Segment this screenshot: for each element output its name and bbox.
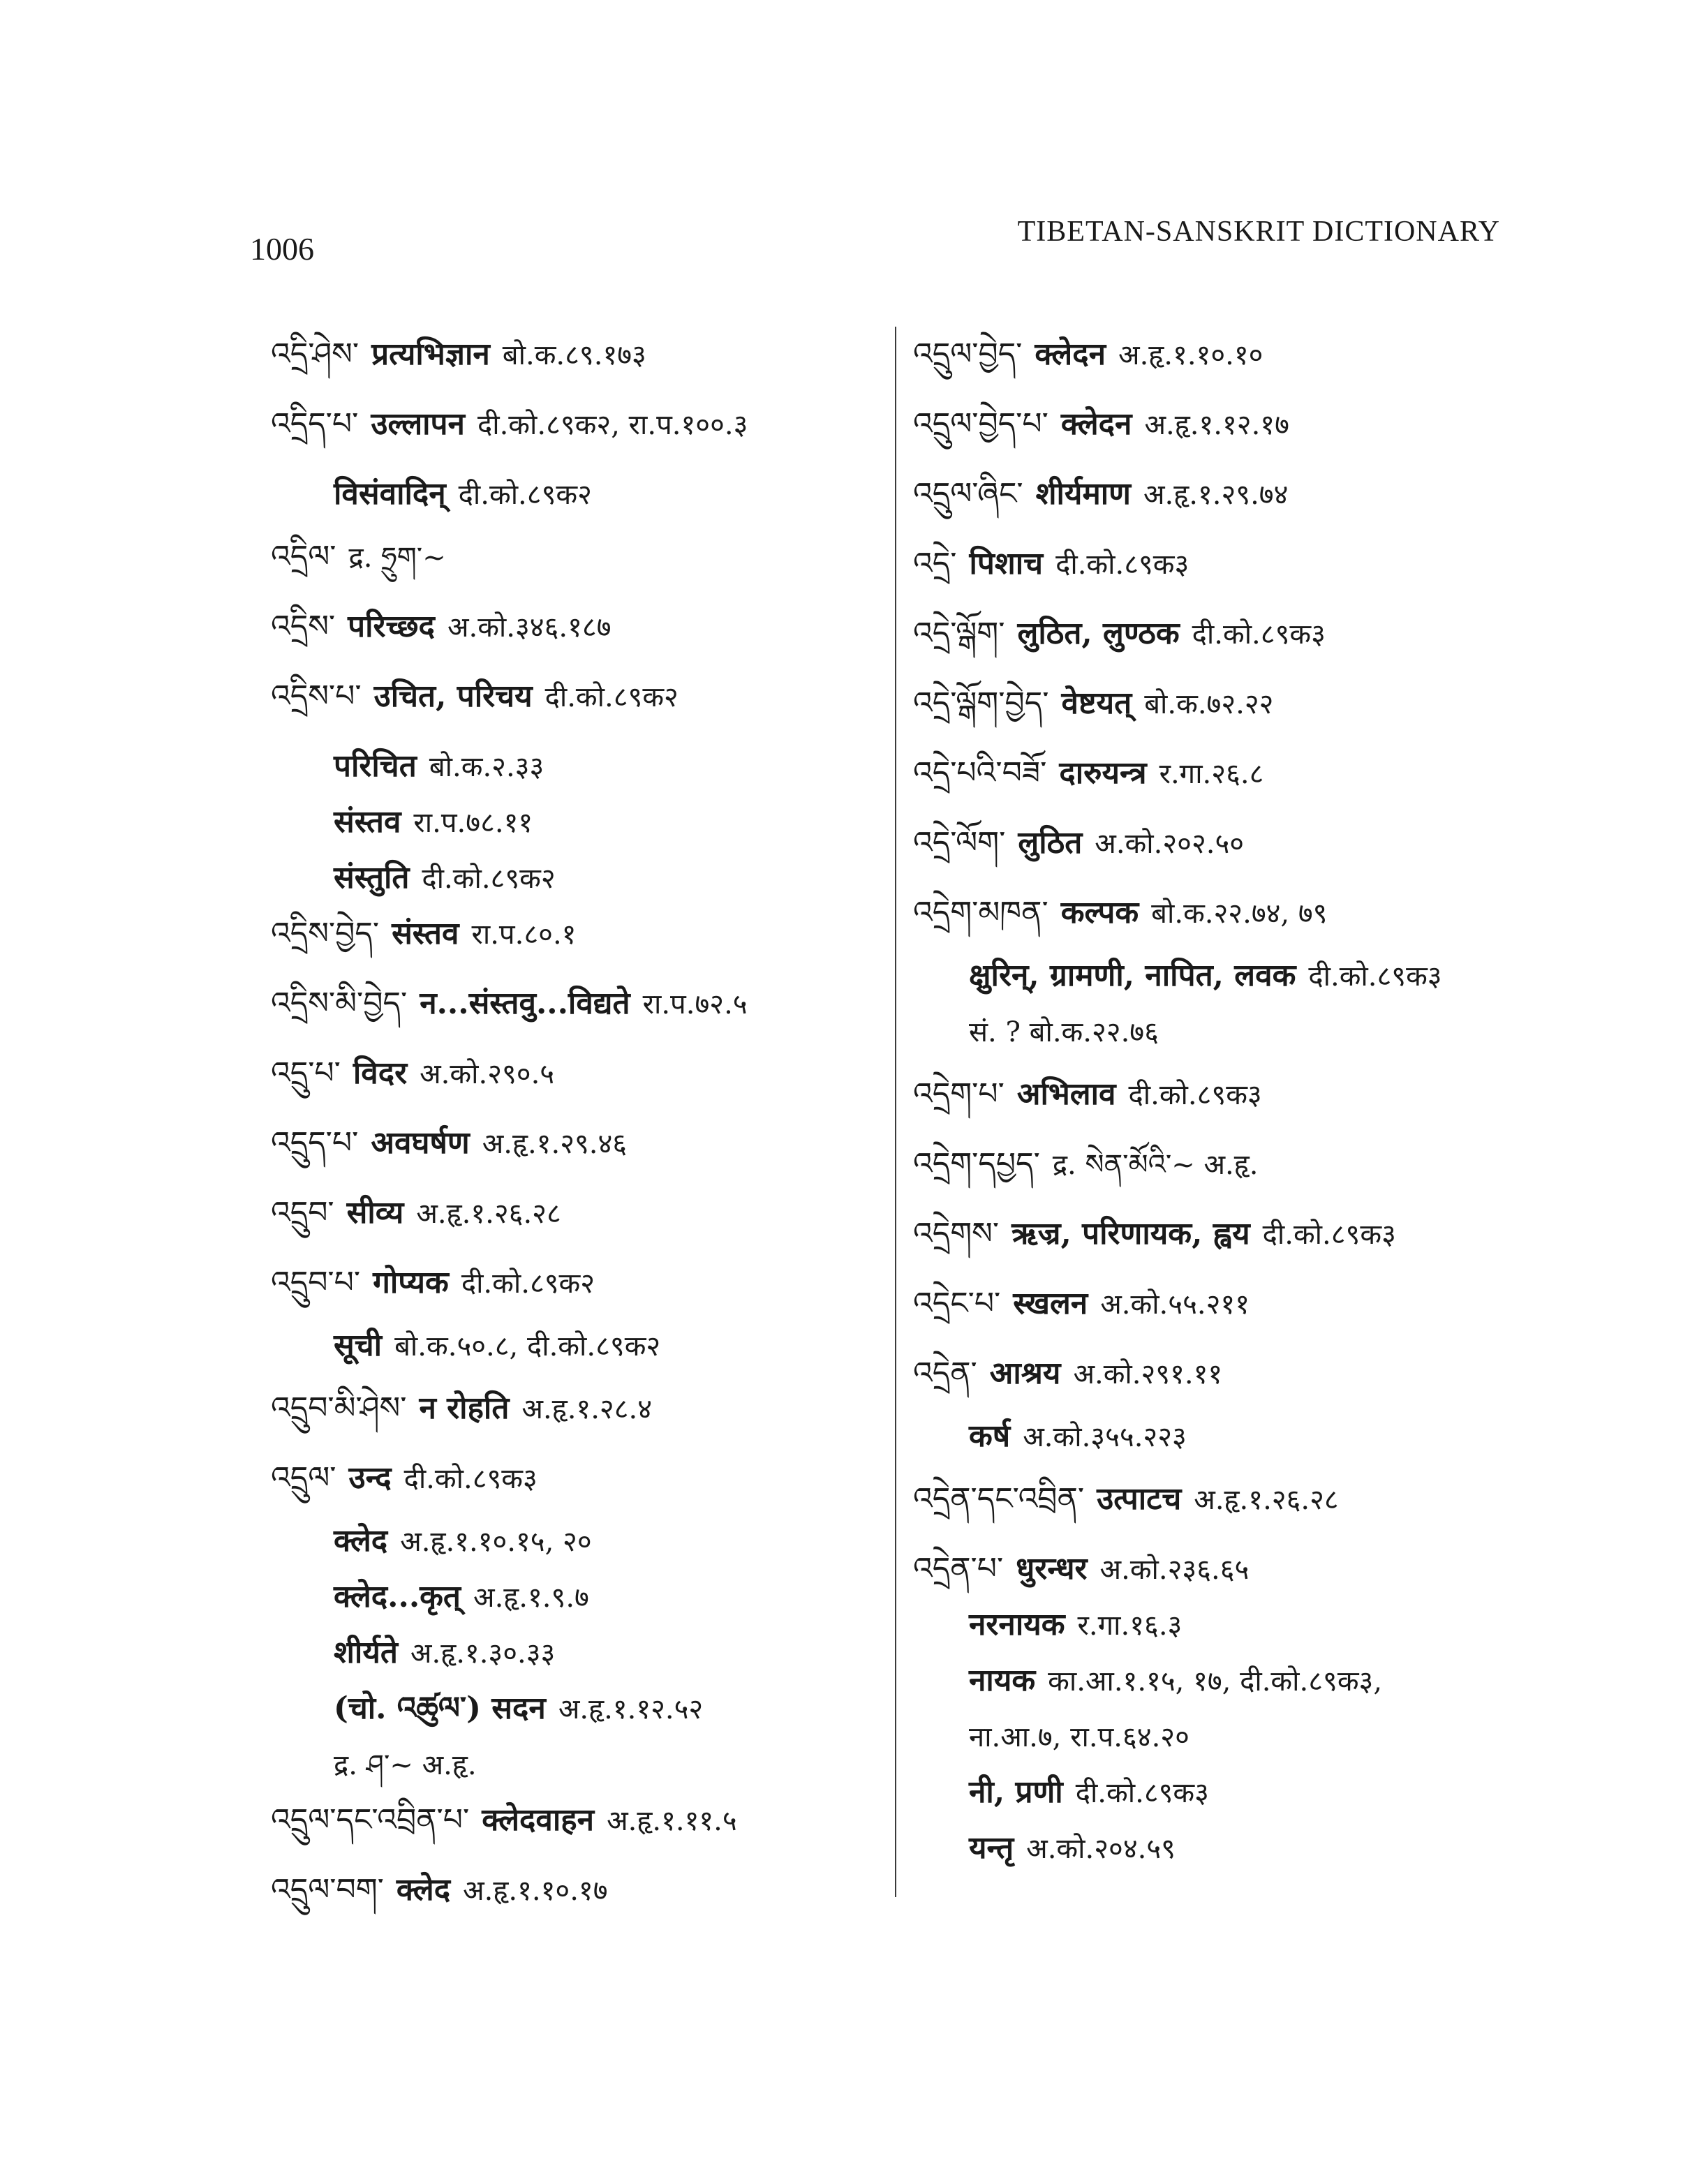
source-reference: दी.को.८९क२ <box>461 1268 595 1300</box>
source-reference: दी.को.८९क२, रा.प.१००.३ <box>477 409 748 441</box>
source-reference: द्र. སེན་མོའི་~ अ.हृ. <box>1052 1149 1259 1181</box>
sanskrit-equivalent: संस्तुति <box>334 860 410 896</box>
tibetan-headword: འདྲེང་པ་ <box>913 1286 1001 1321</box>
sanskrit-equivalent: क्लेदवाहन <box>482 1802 595 1838</box>
source-reference: अ.हृ.१.२६.२८ <box>1194 1484 1339 1516</box>
tibetan-headword: འདྲེ་ལྒོག་ <box>913 616 1005 651</box>
source-reference: रा.प.८०.१ <box>471 919 577 951</box>
tibetan-headword: འདྲེག་དཔྱད་ <box>913 1146 1040 1182</box>
tibetan-headword: འདྲུལ་དང་འབྲིན་པ་ <box>271 1802 470 1838</box>
sanskrit-equivalent: आश्रय <box>989 1355 1061 1391</box>
tibetan-headword: འདྲེན་ <box>913 1355 977 1391</box>
left-column-entry <box>271 1869 608 1911</box>
tibetan-headword: འདྲེ་ལོག་ <box>913 825 1006 861</box>
sanskrit-equivalent: उचित, परिचय <box>373 678 533 714</box>
sanskrit-equivalent: कर्ष <box>969 1418 1011 1454</box>
source-reference: दी.को.८९क२ <box>422 863 556 895</box>
left-column-entry <box>271 536 446 578</box>
source-reference: द्र. ཤ་~ अ.हृ. <box>334 1749 477 1781</box>
tibetan-headword: འདྲེག་མཁན་ <box>913 895 1048 930</box>
right-column-entry <box>913 543 1189 585</box>
source-reference: दी.को.८९क३ <box>1262 1219 1396 1251</box>
source-reference: बो.क.७२.२२ <box>1144 688 1274 720</box>
source-reference: ना.आ.७, रा.प.६४.२० <box>969 1721 1189 1753</box>
source-reference: अ.को.३४६.१८७ <box>447 611 611 644</box>
left-column-entry <box>334 745 544 787</box>
source-reference: का.आ.१.१५, १७, दी.को.८९क३, <box>1048 1665 1383 1698</box>
right-column-entry <box>913 683 1273 725</box>
source-reference: अ.को.३५५.२२३ <box>1023 1421 1187 1453</box>
right-column-entry <box>913 403 1289 445</box>
left-column-entry <box>271 1262 595 1304</box>
tibetan-headword: འདྲེ་ <box>913 546 957 581</box>
tibetan-headword: འདྲུ་པ་ <box>271 1055 341 1091</box>
sanskrit-equivalent: परिचित <box>334 748 417 784</box>
right-column-entry <box>969 1827 1176 1869</box>
sanskrit-equivalent: (चो. འཚུལ་) सदन <box>334 1691 546 1726</box>
tibetan-headword: འདྲུད་པ་ <box>271 1125 359 1161</box>
source-reference: अ.को.५५.२११ <box>1100 1288 1250 1321</box>
sanskrit-equivalent: कल्पक <box>1060 895 1139 930</box>
right-column-entry <box>969 1771 1209 1813</box>
source-reference: द्र. ཧྲུག་~ <box>348 542 446 574</box>
source-reference: अ.को.२०४.५९ <box>1026 1833 1176 1865</box>
source-reference: अ.हृ.१.२९.७४ <box>1143 479 1289 511</box>
source-reference: अ.हृ.१.११.५ <box>607 1805 737 1837</box>
sanskrit-equivalent: न रोहति <box>419 1390 510 1426</box>
tibetan-headword: འདྲིལ་ <box>271 539 336 574</box>
right-column-entry <box>913 1548 1249 1590</box>
left-column-entry <box>271 1388 652 1429</box>
source-reference: अ.हृ.१.१०.१० <box>1118 339 1263 371</box>
left-column-entry <box>334 1632 555 1674</box>
tibetan-headword: འདྲུབ་མི་ཤེས་ <box>271 1390 407 1426</box>
right-column-entry <box>913 892 1327 934</box>
sanskrit-equivalent: लुठित, लुण्ठक <box>1017 616 1180 651</box>
tibetan-headword: འདྲུལ་ <box>271 1460 336 1496</box>
right-column-entry <box>969 1011 1159 1053</box>
right-column-entry <box>969 1716 1189 1758</box>
source-reference: रा.प.७२.५ <box>642 988 748 1020</box>
sanskrit-equivalent: धुरन्धर <box>1016 1551 1088 1587</box>
sanskrit-equivalent: शीर्यमाण <box>1035 476 1131 512</box>
sanskrit-equivalent: पिशाच <box>969 546 1044 581</box>
sanskrit-equivalent: उन्द <box>348 1460 392 1496</box>
source-reference: बो.क.८९.१७३ <box>502 339 646 371</box>
left-column-entry <box>271 334 646 376</box>
tibetan-headword: འདྲུལ་བག་ <box>271 1872 384 1908</box>
sanskrit-equivalent: नी, प्रणी <box>969 1774 1063 1810</box>
sanskrit-equivalent: संस्तव <box>334 804 401 840</box>
right-column-entry <box>969 1416 1187 1457</box>
source-reference: अ.हृ.१.१०.१५, २० <box>400 1526 592 1558</box>
source-reference: अ.हृ.१.२९.४६ <box>482 1128 628 1160</box>
sanskrit-equivalent: गोप्यक <box>373 1265 449 1300</box>
source-reference: दी.को.८९क२ <box>544 681 679 713</box>
source-reference: दी.को.८९क३ <box>403 1463 538 1495</box>
right-column-entry <box>913 752 1263 794</box>
tibetan-headword: འདྲུལ་བྱེད་ <box>913 336 1023 372</box>
sanskrit-equivalent: क्लेद...कृत् <box>334 1579 461 1614</box>
left-column-entry <box>271 1799 737 1841</box>
left-column-entry <box>334 1520 592 1562</box>
left-column-entry <box>271 1053 554 1094</box>
source-reference: अ.को.२९१.११ <box>1073 1358 1223 1390</box>
left-column-entry <box>271 913 576 955</box>
source-reference: अ.को.२०२.५० <box>1095 828 1245 860</box>
sanskrit-equivalent: शीर्यते <box>334 1635 398 1670</box>
left-column-entry <box>334 1688 703 1730</box>
left-column-entry <box>271 676 679 718</box>
sanskrit-equivalent: उत्पाटच <box>1097 1481 1182 1517</box>
right-column-entry <box>913 334 1263 376</box>
tibetan-headword: འདྲེ་ལྒོག་བྱེད་ <box>913 685 1049 721</box>
left-column-entry <box>334 857 556 899</box>
tibetan-headword: འདྲེག་པ་ <box>913 1076 1005 1112</box>
sanskrit-equivalent: स्खलन <box>1013 1286 1088 1321</box>
source-reference: अ.हृ.१.२६.२८ <box>416 1198 561 1230</box>
source-reference: दी.को.८९क३ <box>1075 1777 1209 1809</box>
sanskrit-equivalent: सूची <box>334 1328 383 1363</box>
source-reference: रा.प.७८.११ <box>413 807 533 839</box>
right-column-entry <box>913 473 1288 515</box>
running-title: TIBETAN-SANSKRIT DICTIONARY <box>1017 216 1500 248</box>
sanskrit-equivalent: ऋज्र, परिणायक, ह्वय <box>1011 1216 1250 1251</box>
right-column-entry <box>969 1604 1182 1646</box>
left-column-entry <box>334 473 592 515</box>
source-reference: अ.को.२९०.५ <box>420 1058 555 1090</box>
sanskrit-equivalent: न...संस्तवु...विद्यते <box>420 986 630 1021</box>
sanskrit-equivalent: नरनायक <box>969 1607 1065 1642</box>
sanskrit-equivalent: विदर <box>353 1055 408 1091</box>
sanskrit-equivalent: क्लेदन <box>1060 406 1132 442</box>
sanskrit-equivalent: लुठित <box>1018 825 1083 861</box>
page-number: 1006 <box>250 231 314 267</box>
source-reference: अ.हृ.१.१०.१७ <box>463 1875 608 1907</box>
sanskrit-equivalent: दारुयन्त्र <box>1059 755 1147 791</box>
source-reference: र.गा.१६.३ <box>1077 1610 1183 1642</box>
left-column-entry <box>334 1325 660 1367</box>
left-column-entry <box>334 1576 589 1618</box>
tibetan-headword: འདྲིས་ <box>271 609 336 644</box>
source-reference: बो.क.५०.८, दी.को.८९क२ <box>394 1330 661 1362</box>
source-reference: दी.को.८९क२ <box>458 479 592 511</box>
column-rule <box>895 327 896 1897</box>
tibetan-headword: འདྲིས་པ་ <box>271 678 362 714</box>
left-column-entry <box>271 1192 561 1234</box>
tibetan-headword: འདྲིས་བྱེད་ <box>271 916 380 951</box>
tibetan-headword: འདྲེགས་ <box>913 1216 1000 1251</box>
sanskrit-equivalent: यन्तृ <box>969 1830 1014 1866</box>
source-reference: अ.हृ.१.३०.३३ <box>410 1637 556 1670</box>
right-column-entry <box>969 955 1442 997</box>
right-column-entry <box>913 613 1326 655</box>
tibetan-headword: འདྲེན་པ་ <box>913 1551 1004 1587</box>
sanskrit-equivalent: सीव्य <box>346 1195 404 1231</box>
source-reference: बो.क.२.३३ <box>429 751 544 783</box>
source-reference: सं. ? बो.क.२२.७६ <box>969 1016 1159 1048</box>
source-reference: अ.हृ.१.९.७ <box>473 1582 589 1614</box>
right-column-entry <box>913 1478 1339 1520</box>
sanskrit-equivalent: क्लेद <box>334 1523 388 1559</box>
tibetan-headword: འདྲུབ་ <box>271 1195 334 1231</box>
tibetan-headword: འདྲུལ་བྱེད་པ་ <box>913 406 1048 442</box>
source-reference: अ.हृ.१.१२.५२ <box>558 1693 704 1725</box>
right-column-entry <box>913 1283 1250 1325</box>
left-column-entry <box>334 801 533 843</box>
sanskrit-equivalent: क्षुरिन्, ग्रामणी, नापित, लवक <box>969 958 1296 993</box>
sanskrit-equivalent: अभिलाव <box>1016 1076 1116 1112</box>
left-column-entry <box>271 1122 627 1164</box>
tibetan-headword: འདྲི་ཤེས་ <box>271 336 360 372</box>
tibetan-headword: འདྲིད་པ་ <box>271 406 359 442</box>
right-column-entry <box>969 1660 1382 1702</box>
right-column-entry <box>913 1353 1222 1395</box>
source-reference: दी.को.८९क३ <box>1055 549 1189 581</box>
right-column-entry <box>913 1143 1258 1185</box>
left-column-entry <box>271 983 748 1025</box>
sanskrit-equivalent: परिच्छद <box>348 609 435 644</box>
sanskrit-equivalent: अवघर्षण <box>371 1125 470 1161</box>
left-column-entry <box>271 403 748 445</box>
left-column-entry <box>271 1457 538 1499</box>
sanskrit-equivalent: क्लेदन <box>1035 336 1106 372</box>
sanskrit-equivalent: विसंवादिन् <box>334 476 446 512</box>
sanskrit-equivalent: वेष्टयत् <box>1061 685 1132 721</box>
sanskrit-equivalent: क्लेद <box>396 1872 451 1908</box>
sanskrit-equivalent: उल्लापन <box>371 406 465 442</box>
source-reference: दी.को.८९क३ <box>1192 618 1326 651</box>
source-reference: र.गा.२६.८ <box>1159 758 1264 790</box>
source-reference: अ.हृ.१.१२.१७ <box>1144 409 1289 441</box>
sanskrit-equivalent: संस्तव <box>392 916 459 951</box>
right-column-entry <box>913 822 1244 864</box>
source-reference: बो.क.२२.७४, ७९ <box>1151 898 1328 930</box>
sanskrit-equivalent: प्रत्यभिज्ञान <box>371 336 490 372</box>
source-reference: दी.को.८९क३ <box>1128 1079 1262 1111</box>
sanskrit-equivalent: नायक <box>969 1663 1036 1698</box>
tibetan-headword: འདྲེ་པའི་བཟོ་ <box>913 755 1047 791</box>
source-reference: अ.हृ.१.२८.४ <box>521 1393 653 1425</box>
right-column-entry <box>913 1074 1262 1115</box>
left-column-entry <box>271 606 611 648</box>
tibetan-headword: འདྲིས་མི་བྱེད་ <box>271 986 408 1021</box>
tibetan-headword: འདྲུལ་ཞིང་ <box>913 476 1023 512</box>
right-column-entry <box>913 1213 1396 1255</box>
source-reference: दी.को.८९क३ <box>1308 960 1442 993</box>
left-column-entry <box>334 1744 477 1785</box>
tibetan-headword: འདྲེན་དང་འབྲིན་ <box>913 1481 1085 1517</box>
source-reference: अ.को.२३६.६५ <box>1099 1554 1250 1586</box>
tibetan-headword: འདྲུབ་པ་ <box>271 1265 361 1300</box>
